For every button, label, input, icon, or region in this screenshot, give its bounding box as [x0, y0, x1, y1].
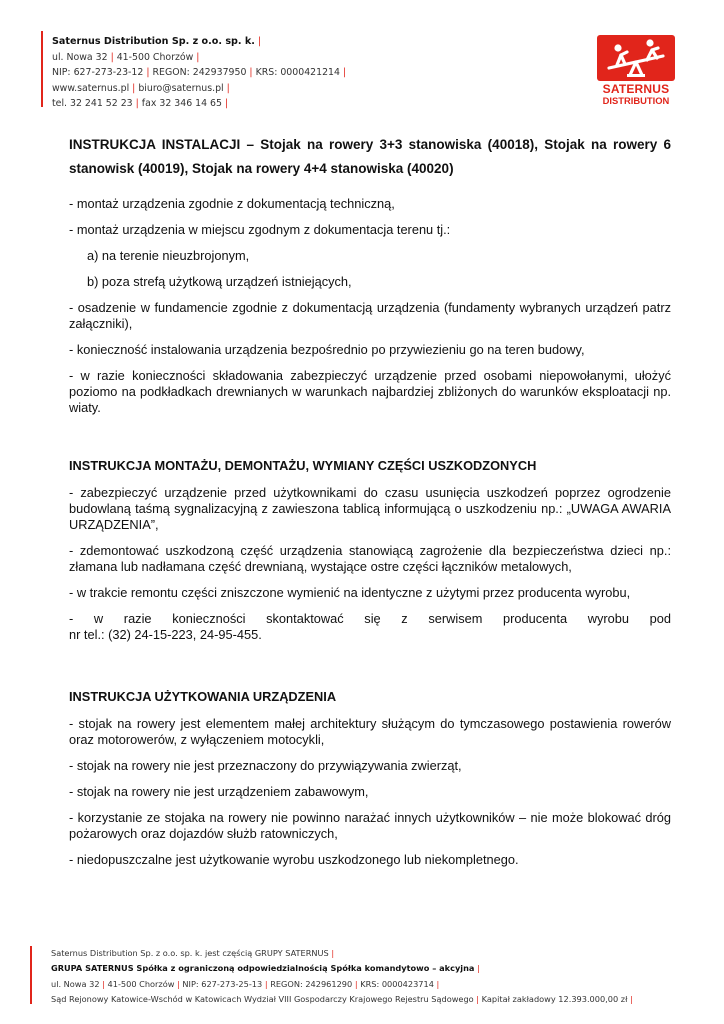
list-item: - korzystanie ze stojaka na rowery nie powinno narażać innych użytkowników – nie może blokować dróg pożarowych oraz dojazdów służb ratowniczych,: [69, 810, 671, 841]
list-item: - montaż urządzenia zgodnie z dokumentacją techniczną,: [69, 196, 395, 211]
footer-details: Saternus Distribution Sp. z o.o. sp. k. jest częścią GRUPY SATERNUS | GRUPA SATERNUS Spółka z ograniczoną odpowiedzialnością Spółka komandytowo – akcyjna | ul. Nowa 32 | 41-500 Chorzów | NIP: 627-273-25-13 | REGON: 242961290 | KRS: 0000423714 | Sąd Rejonowy Katowice-Wschód w Katowicach Wydział VIII Gospodarczy Krajowego Rejestru Sądowego | Kapitał zakładowy 12.393.000,00 zł |: [51, 948, 633, 1004]
list-item: - niedopuszczalne jest użytkowanie wyrobu uszkodzonego lub niekompletnego.: [69, 852, 519, 867]
footer-krs: KRS: 0000423714: [360, 978, 434, 989]
header-accent-bar: [41, 31, 43, 107]
list-item: nr tel.: (32) 24-15-223, 24-95-455.: [69, 627, 262, 642]
list-item: - stojak na rowery nie jest przeznaczony do przywiązywania zwierząt,: [69, 758, 462, 773]
list-item: a) na terenie nieuzbrojonym,: [87, 248, 250, 263]
footer-group-note: Saternus Distribution Sp. z o.o. sp. k. jest częścią GRUPY SATERNUS: [51, 948, 329, 958]
list-item: - konieczność instalowania urządzenia bezpośrednio po przywiezieniu go na teren budowy,: [69, 342, 585, 357]
footer-group-name: GRUPA SATERNUS Spółka z ograniczoną odpowiedzialnością Spółka komandytowo – akcyjna: [51, 963, 475, 974]
list-item: - w razie konieczności składowania zabezpieczyć urządzenie przed osobami niepowołanymi, ułożyć poziomo na podkładkach drewnianych w warunkach najbardziej zbliżonych do warunków eksploatacji np. wiaty.: [69, 368, 671, 415]
letterhead: [41, 31, 681, 111]
list-item: - w razie konieczności skontaktować się z serwisem producenta wyrobu pod: [69, 611, 671, 626]
regon: REGON: 242937950: [152, 67, 247, 79]
list-item: - montaż urządzenia w miejscu zgodnym z dokumentacja terenu tj.:: [69, 222, 451, 237]
list-item: - stojak na rowery jest elementem małej architektury służącym do tymczasowego postawienia rowerów oraz motorowerów, z wyłączeniem motocykli,: [69, 716, 671, 747]
document-title: INSTRUKCJA INSTALACJI – Stojak na rowery 3+3 stanowiska (40018), Stojak na rowery 6 stanowisk (40019), Stojak na rowery 4+4 stanowiska (40020): [69, 137, 671, 176]
footer-court: Sąd Rejonowy Katowice-Wschód w Katowicach Wydział VIII Gospodarczy Krajowego Rejestru Sądowego: [51, 993, 474, 1004]
logo-wordmark: SATERNUS: [602, 82, 670, 96]
address-city: 41-500 Chorzów: [116, 51, 194, 63]
saternus-logo: [597, 35, 675, 109]
footer-regon: REGON: 242961290: [270, 978, 353, 989]
website-link[interactable]: www.saternus.pl: [52, 82, 130, 94]
list-item: - osadzenie w fundamencie zgodnie z dokumentacją urządzenia (fundamenty wybranych urządzeń patrz załączniki),: [69, 300, 671, 331]
company-details: Saternus Distribution Sp. z o.o. sp. k. | ul. Nowa 32 | 41-500 Chorzów | NIP: 627-273-23-12 | REGON: 242937950 | KRS: 0000421214 | www.saternus.pl | biuro@saternus.pl | tel. 32 241 52 23 | fax 32 346 14 65 |: [52, 36, 347, 110]
section-heading: INSTRUKCJA MONTAŻU, DEMONTAŻU, WYMIANY CZĘŚCI USZKODZONYCH: [69, 458, 537, 473]
list-item: - w trakcie remontu części zniszczone wymienić na identyczne z użytymi przez producenta wyrobu,: [69, 585, 631, 600]
section-heading: INSTRUKCJA UŻYTKOWANIA URZĄDZENIA: [69, 689, 337, 704]
footer-street: ul. Nowa 32: [51, 978, 100, 989]
footer-accent-bar: [30, 946, 32, 1004]
company-name: Saternus Distribution Sp. z o.o. sp. k.: [52, 36, 255, 47]
list-item: - zabezpieczyć urządzenie przed użytkownikami do czasu usunięcia uszkodzeń poprzez ogrodzenie budowlaną taśmą sygnalizacyjną z zawieszona tablicą informującą o uszkodzeniu np.: „UWAGA AWARIA URZĄDZENIA”,: [69, 485, 671, 532]
footer-city: 41-500 Chorzów: [107, 978, 175, 989]
document-body: [69, 133, 671, 878]
seesaw-icon: [597, 35, 675, 81]
phone: tel. 32 241 52 23: [52, 98, 133, 110]
list-item: - zdemontować uszkodzoną część urządzenia stanowiącą zagrożenie dla bezpieczeństwa dzieci np.: złamana lub nadłamana część drewnianą, wystające ostre części łączników metalowych,: [69, 543, 671, 574]
list-item: b) poza strefą użytkową urządzeń istniejących,: [87, 274, 352, 289]
fax: fax 32 346 14 65: [141, 98, 222, 110]
nip: NIP: 627-273-23-12: [52, 67, 144, 79]
footer-capital: Kapitał zakładowy 12.393.000,00 zł: [481, 993, 628, 1004]
footer: [30, 946, 690, 1006]
logo-subtitle: DISTRIBUTION: [602, 95, 670, 106]
address-street: ul. Nowa 32: [52, 51, 108, 63]
krs: KRS: 0000421214: [255, 67, 340, 79]
email-link[interactable]: biuro@saternus.pl: [138, 82, 224, 94]
footer-nip: NIP: 627-273-25-13: [182, 978, 263, 989]
list-item: - stojak na rowery nie jest urządzeniem zabawowym,: [69, 784, 369, 799]
